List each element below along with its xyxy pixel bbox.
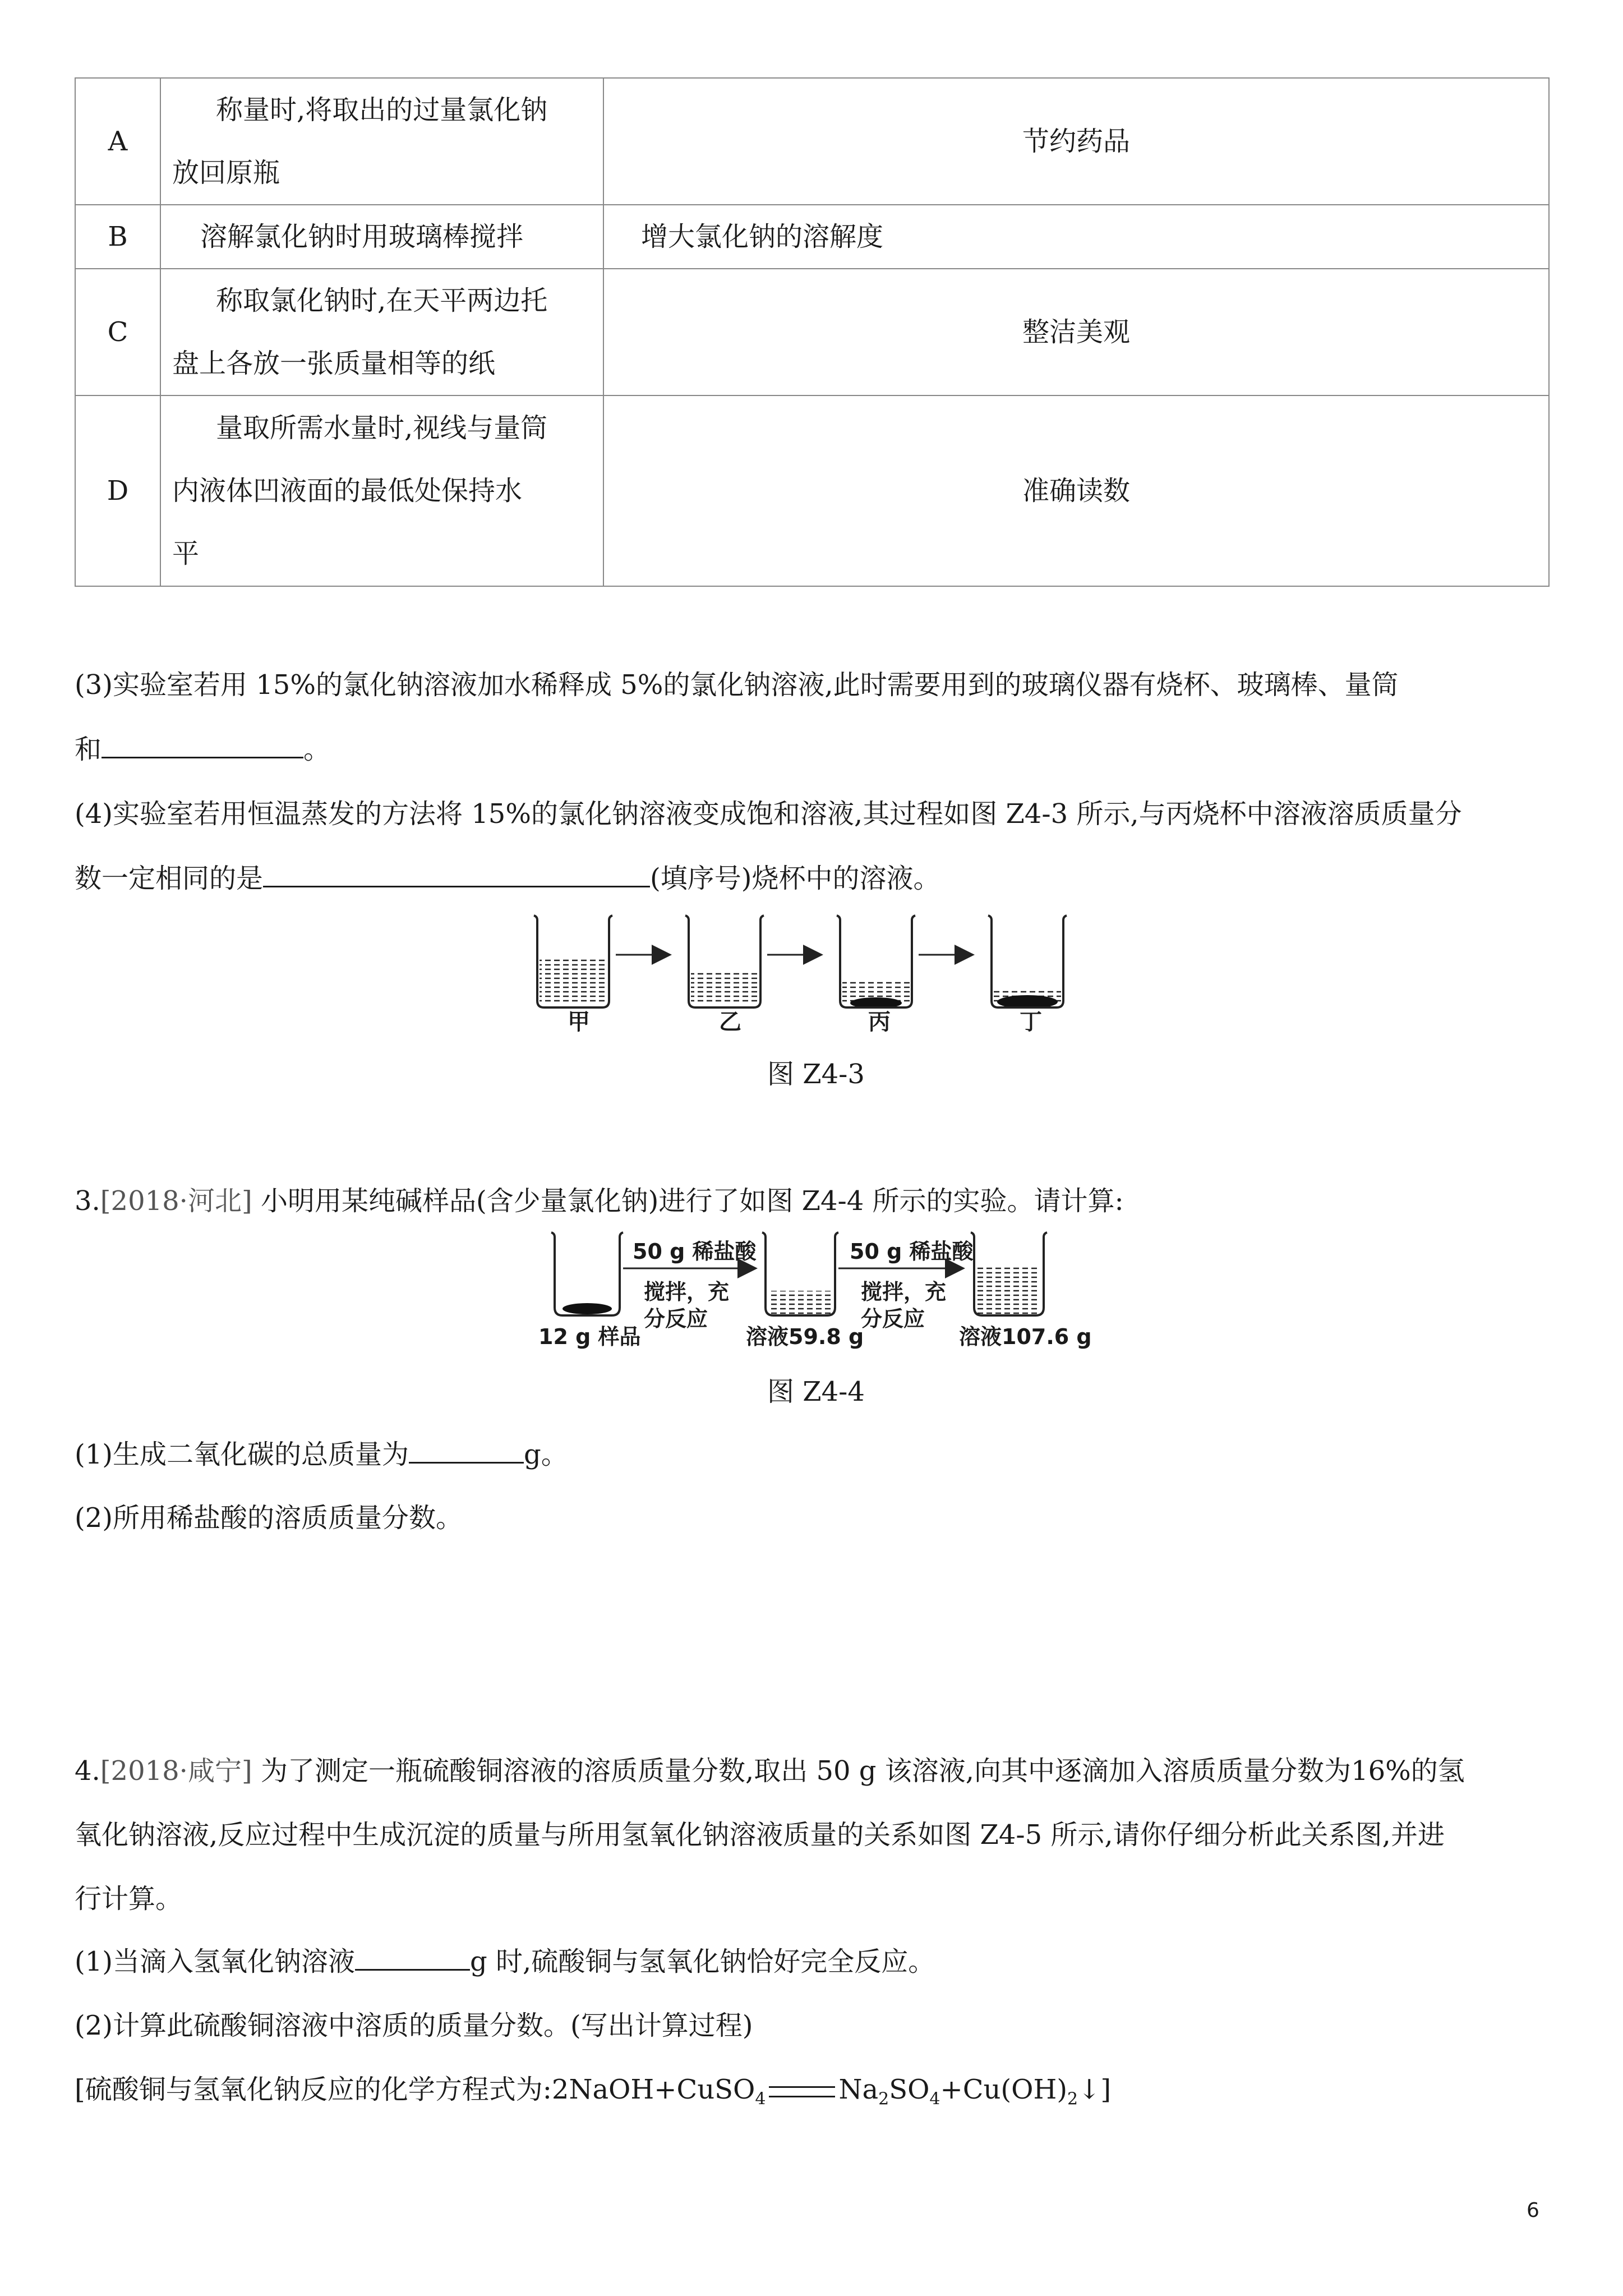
figure-caption: 图 Z4-4 [767,1376,865,1407]
action-line: 称量时,将取出的过量氯化钠 [216,94,548,126]
q2-part3-post: 。 [303,734,331,765]
equation-subscript: 4 [929,2089,940,2109]
equation-part: +Cu(OH) [940,2074,1068,2105]
table-row [75,395,1549,586]
answer-blank[interactable] [102,732,303,758]
step1-action-2: 分反应 [644,1306,708,1331]
q2-part3-pre: 和 [75,734,102,765]
label-yi: 乙 [719,1009,741,1035]
row-action [160,269,603,395]
beaker-bing [837,915,915,1009]
row-letter: B [75,205,160,269]
beaker-solution-2 [971,1232,1047,1315]
figure-caption: 图 Z4-3 [767,1059,865,1090]
q4-sub1-pre: (1)当滴入氢氧化钠溶液 [75,1946,355,1977]
beaker-jia [534,915,612,1007]
q4-equation [75,2072,1111,2117]
equals-sign [769,2086,835,2097]
q4-stem-line3: 行计算。 [75,1883,183,1915]
beaker-sample [551,1232,623,1315]
q2-part4-post: (填序号)烧杯中的溶液。 [650,863,940,894]
row-action [160,205,603,269]
q3-stem [75,1184,1124,1218]
answer-blank[interactable] [355,1944,470,1971]
question-number: 4. [75,1755,100,1787]
q4-sub1 [75,1944,935,1979]
action-line: 内液体凹液面的最低处保持水 [172,475,523,507]
step1-reagent: 50 g 稀盐酸 [633,1239,757,1264]
answer-blank[interactable] [409,1437,524,1464]
equation-subscript: 2 [878,2089,889,2109]
options-table [75,77,1550,587]
action-line: 放回原瓶 [172,157,280,188]
step2-action-1: 搅拌，充 [861,1280,947,1304]
q4-sub1-post: g 时,硫酸铜与氢氧化钠恰好完全反应。 [470,1946,935,1977]
action-line: 平 [172,538,200,569]
row-action [160,395,603,586]
q3-sub1-pre: (1)生成二氧化碳的总质量为 [75,1439,409,1470]
equation-subscript: 4 [755,2089,766,2109]
beaker-yi [685,915,764,1007]
beaker-solution-1 [762,1232,838,1315]
question-text: 小明用某纯碱样品(含少量氯化钠)进行了如图 Z4-4 所示的实验。请计算: [260,1185,1124,1217]
beaker-ding [988,915,1067,1009]
label-bing: 丙 [868,1009,891,1035]
equation-part: [硫酸铜与氢氧化钠反应的化学方程式为:2NaOH+CuSO [75,2074,755,2105]
step2-reagent: 50 g 稀盐酸 [850,1239,974,1264]
q4-stem-line1 [75,1754,1465,1788]
label-solution-2: 溶液107.6 g [959,1324,1092,1349]
page-number: 6 [1527,2199,1539,2222]
answer-blank[interactable] [263,861,650,887]
table-row [75,205,1549,269]
label-jia: 甲 [568,1009,590,1035]
figure-z4-3 [527,909,1099,1038]
equation-part: ↓] [1078,2074,1112,2105]
row-letter: A [75,78,160,205]
row-purpose: 节约药品 [603,78,1549,205]
step2-action-2: 分反应 [861,1306,925,1331]
q2-part4-line1: (4)实验室若用恒温蒸发的方法将 15%的氯化钠溶液变成饱和溶液,其过程如图 Z4-3 所示,与丙烧杯中溶液溶质质量分 [75,798,1462,830]
q4-sub2: (2)计算此硫酸铜溶液中溶质的质量分数。(写出计算过程) [75,2010,753,2041]
step1-action-1: 搅拌，充 [644,1280,730,1304]
action-line: 称取氯化钠时,在天平两边托 [216,285,548,316]
question-number: 3. [75,1185,100,1217]
row-purpose: 准确读数 [603,395,1549,586]
question-source: [2018·河北] [100,1185,252,1217]
action-line: 盘上各放一张质量相等的纸 [172,348,496,379]
question-source: [2018·咸宁] [100,1755,252,1787]
equation-part: Na [838,2074,879,2105]
q2-part4-pre: 数一定相同的是 [75,863,264,894]
table-row [75,78,1549,205]
q2-part3-line2 [75,732,330,767]
q3-sub1 [75,1437,568,1472]
q3-sub1-post: g。 [524,1439,568,1470]
q4-stem-line2: 氧化钠溶液,反应过程中生成沉淀的质量与所用氢氧化钠溶液质量的关系如图 Z4-5 所示,请你仔细分析此关系图,并进 [75,1819,1445,1851]
label-ding: 丁 [1020,1009,1042,1035]
row-letter: D [75,395,160,586]
equation-part: SO [889,2074,930,2105]
row-letter: C [75,269,160,395]
row-purpose: 增大氯化钠的溶解度 [603,205,1549,269]
question-text: 为了测定一瓶硫酸铜溶液的溶质质量分数,取出 50 g 该溶液,向其中逐滴加入溶质质量分数为16%的氢 [260,1755,1465,1787]
label-solution-1: 溶液59.8 g [746,1324,864,1349]
action-line: 溶解氯化钠时用玻璃棒搅拌 [200,221,524,252]
equation-subscript: 2 [1067,2089,1078,2109]
q2-part4-line2 [75,861,940,896]
q3-sub2: (2)所用稀盐酸的溶质质量分数。 [75,1502,463,1534]
table-row [75,269,1549,395]
action-line: 量取所需水量时,视线与量筒 [216,412,548,444]
row-action [160,78,603,205]
row-purpose: 整洁美观 [603,269,1549,395]
label-sample: 12 g 样品 [538,1324,641,1349]
q2-part3-line1: (3)实验室若用 15%的氯化钠溶液加水稀释成 5%的氯化钠溶液,此时需要用到的玻璃仪器有烧杯、玻璃棒、量筒 [75,669,1399,701]
